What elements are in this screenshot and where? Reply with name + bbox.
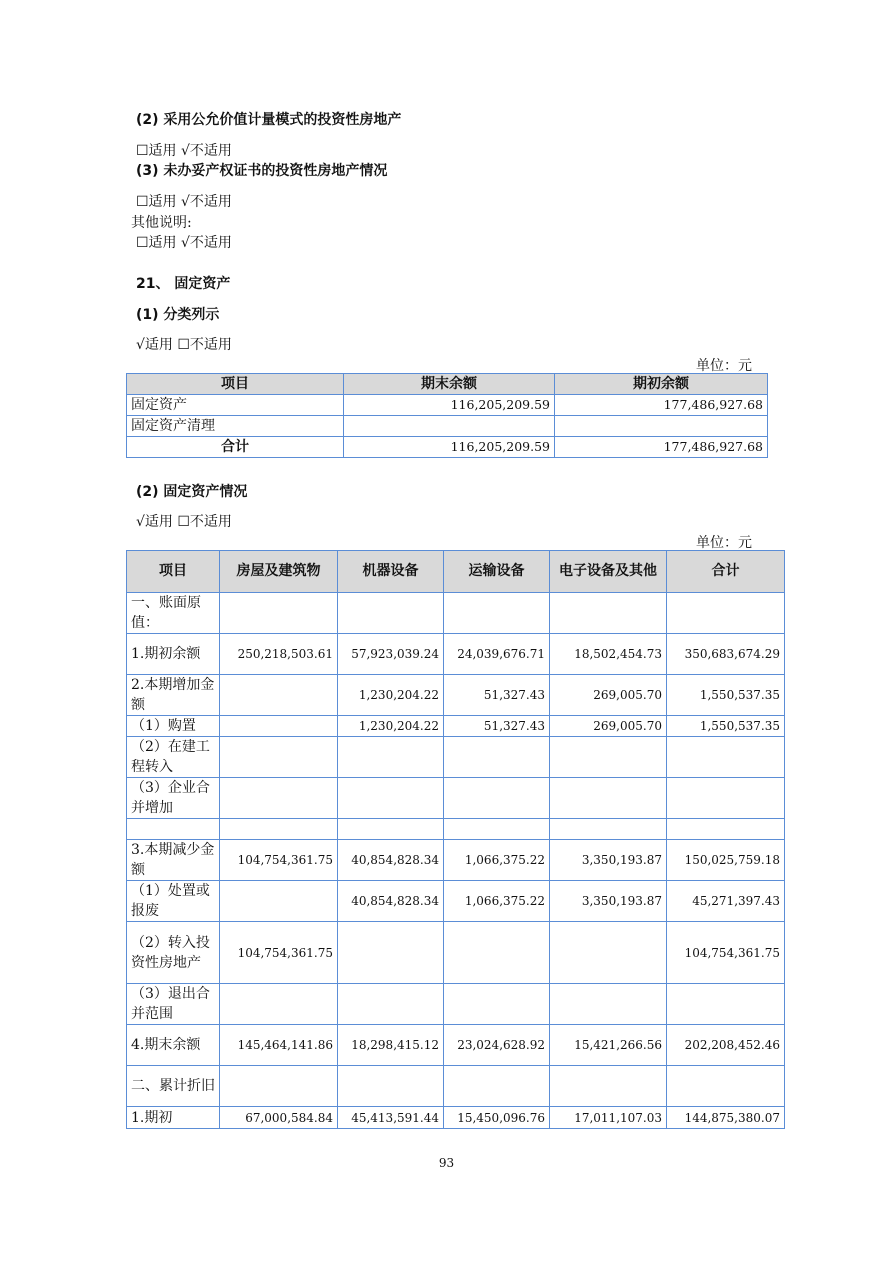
classification-table [126,373,768,458]
cell-value: 1,066,375.22 [444,840,550,881]
cell-value: 1,230,204.22 [338,675,444,716]
cell-value: 40,854,828.34 [338,881,444,922]
page-number: 93 [438,1156,455,1170]
cell-value [555,416,768,437]
cell-value [444,922,550,984]
cell-value: 51,327.43 [444,716,550,737]
section-2-title: (2) 采用公允价值计量模式的投资性房地产 [136,112,402,128]
row-label: （1）处置或报废 [127,881,220,922]
cell-value: 15,450,096.76 [444,1107,550,1129]
row-label: （2）在建工程转入 [127,737,220,778]
table-row [127,634,785,675]
cell-value: 250,218,503.61 [220,634,338,675]
cell-value [220,881,338,922]
other-notes-applicability: ☐适用 √不适用 [136,235,232,251]
cell-value [444,819,550,840]
section-3-title: (3) 未办妥产权证书的投资性房地产情况 [136,163,388,179]
cell-value: 57,923,039.24 [338,634,444,675]
cell-value [667,593,785,634]
cell-value: 350,683,674.29 [667,634,785,675]
cell-value: 23,024,628.92 [444,1025,550,1066]
cell-value [667,1066,785,1107]
cell-value [338,593,444,634]
table-row [127,737,785,778]
table-row [127,1066,785,1107]
cell-value: 40,854,828.34 [338,840,444,881]
row-label: 4.期末余额 [127,1025,220,1066]
row-label: 3.本期减少金额 [127,840,220,881]
cell-value: 45,271,397.43 [667,881,785,922]
table-total-row [127,437,768,458]
table-row [127,416,768,437]
table-row [127,395,768,416]
cell-value [220,716,338,737]
cell-value: 150,025,759.18 [667,840,785,881]
cell-value [667,819,785,840]
col-header-begin-balance: 期初余额 [555,374,768,395]
cell-value [338,737,444,778]
cell-value: 144,875,380.07 [667,1107,785,1129]
row-label: 1.期初 [127,1107,220,1129]
table-row [127,716,785,737]
fixed-assets-table [126,550,785,1129]
row-label: 2.本期增加金额 [127,675,220,716]
cell-value: 104,754,361.75 [220,922,338,984]
cell-value [338,778,444,819]
cell-value [338,922,444,984]
cell-value: 18,502,454.73 [550,634,667,675]
section-21-title: 21、 固定资产 [136,276,231,292]
cell-value [667,778,785,819]
cell-value: 24,039,676.71 [444,634,550,675]
table-row [127,984,785,1025]
table-row [127,881,785,922]
cell-value: 104,754,361.75 [667,922,785,984]
cell-value [444,593,550,634]
row-label: （3）企业合并增加 [127,778,220,819]
row-label: （2）转入投资性房地产 [127,922,220,984]
cell-value [444,778,550,819]
cell-value: 3,350,193.87 [550,840,667,881]
row-label [127,819,220,840]
cell-value [550,819,667,840]
col-header-item: 项目 [127,551,220,593]
unit-label-2: 单位：元 [696,535,752,551]
cell-value: 51,327.43 [444,675,550,716]
row-label-total: 合计 [127,437,344,458]
col-header-end-balance: 期末余额 [344,374,555,395]
table-row [127,593,785,634]
cell-value: 3,350,193.87 [550,881,667,922]
cell-value: 177,486,927.68 [555,395,768,416]
cell-value: 17,011,107.03 [550,1107,667,1129]
col-header-total: 合计 [667,551,785,593]
table-row [127,1107,785,1129]
subsection-2-title: (2) 固定资产情况 [136,484,248,500]
cell-value [220,984,338,1025]
col-header-electronics: 电子设备及其他 [550,551,667,593]
cell-value [444,737,550,778]
table-header-row [127,551,785,593]
cell-value: 15,421,266.56 [550,1025,667,1066]
cell-value [344,416,555,437]
other-notes-label: 其他说明: [131,215,192,231]
cell-value [444,984,550,1025]
row-label: 一、账面原值： [127,593,220,634]
cell-value: 202,208,452.46 [667,1025,785,1066]
cell-value [667,984,785,1025]
cell-value [667,737,785,778]
row-label: 二、累计折旧 [127,1066,220,1107]
col-header-item: 项目 [127,374,344,395]
cell-value [550,922,667,984]
cell-value: 116,205,209.59 [344,437,555,458]
cell-value [338,984,444,1025]
table-row [127,922,785,984]
table-row [127,1025,785,1066]
subsection-2-applicability: √适用 ☐不适用 [136,514,232,530]
cell-value: 104,754,361.75 [220,840,338,881]
cell-value: 67,000,584.84 [220,1107,338,1129]
unit-label-1: 单位：元 [696,358,752,374]
table-header-row [127,374,768,395]
cell-value [550,1066,667,1107]
subsection-1-title: (1) 分类列示 [136,307,220,323]
row-label: 固定资产 [127,395,344,416]
cell-value [220,778,338,819]
cell-value [550,593,667,634]
cell-value [550,984,667,1025]
row-label: 固定资产清理 [127,416,344,437]
cell-value [550,737,667,778]
section-3-applicability: ☐适用 √不适用 [136,194,232,210]
row-label: （3）退出合并范围 [127,984,220,1025]
cell-value [220,819,338,840]
table-row [127,675,785,716]
cell-value: 269,005.70 [550,675,667,716]
row-label: （1）购置 [127,716,220,737]
cell-value: 1,550,537.35 [667,716,785,737]
cell-value: 1,066,375.22 [444,881,550,922]
col-header-transport: 运输设备 [444,551,550,593]
table-row [127,840,785,881]
cell-value: 1,230,204.22 [338,716,444,737]
cell-value [220,1066,338,1107]
cell-value [220,675,338,716]
cell-value: 45,413,591.44 [338,1107,444,1129]
cell-value [220,593,338,634]
table-row [127,778,785,819]
cell-value [338,819,444,840]
subsection-1-applicability: √适用 ☐不适用 [136,337,232,353]
cell-value [550,778,667,819]
cell-value [444,1066,550,1107]
col-header-machinery: 机器设备 [338,551,444,593]
cell-value [220,737,338,778]
cell-value: 177,486,927.68 [555,437,768,458]
row-label: 1.期初余额 [127,634,220,675]
table-row [127,819,785,840]
cell-value: 1,550,537.35 [667,675,785,716]
section-2-applicability: ☐适用 √不适用 [136,143,232,159]
cell-value: 145,464,141.86 [220,1025,338,1066]
cell-value: 116,205,209.59 [344,395,555,416]
cell-value: 269,005.70 [550,716,667,737]
cell-value: 18,298,415.12 [338,1025,444,1066]
col-header-buildings: 房屋及建筑物 [220,551,338,593]
cell-value [338,1066,444,1107]
